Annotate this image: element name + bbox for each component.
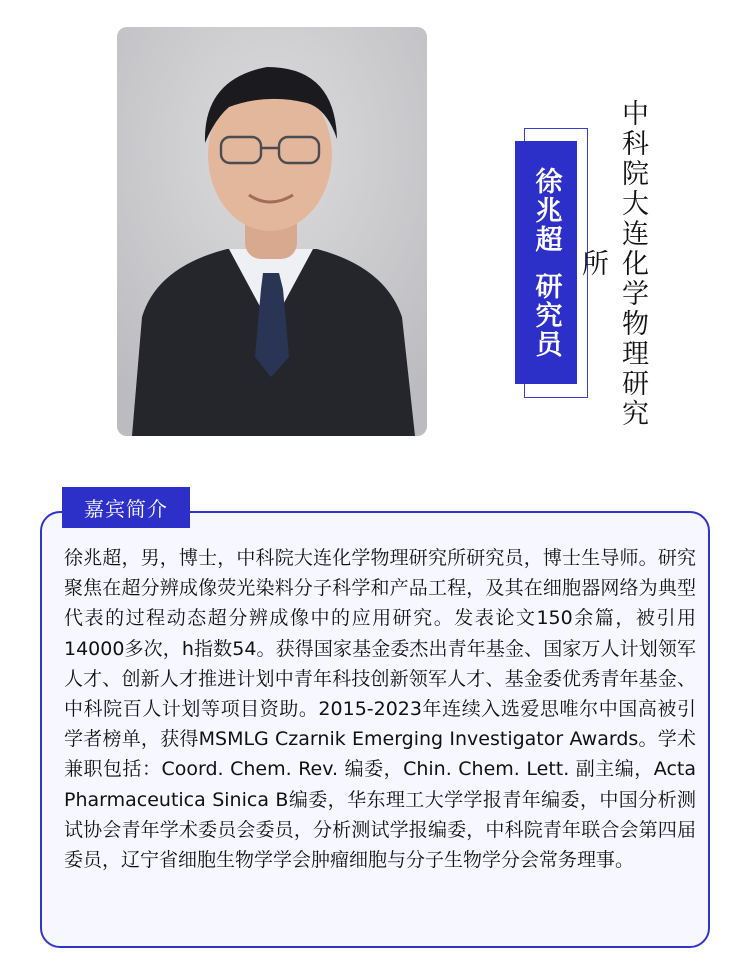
speaker-portrait-image (117, 27, 427, 436)
bio-text: 徐兆超，男，博士，中科院大连化学物理研究所研究员，博士生导师。研究聚焦在超分辨成像荧光染料分子科学和产品工程，及其在细胞器网络为典型代表的过程动态超分辨成像中的应用研究。发表论文150余篇，被引用14000多次，h指数54。获得国家基金委杰出青年基金、国家万人计划领军人才、创新人才推进计划中青年科技创新领军人才、基金委优秀青年基金、中科院百人计划等项目资助。2015-2023年连续入选爱思唯尔中国高被引学者榜单，获得MSMLG Czarnik Emerging Investigator Awards。学术兼职包括：Coord. Chem. Rev. 编委，Chin. Chem. Lett. 副主编，Acta Pharmaceutica Sinica B编委，华东理工大学学报青年编委，中国分析测试协会青年学术委员会委员，分析测试学报编委，中科院青年联合会第四届委员，辽宁省细胞生物学学会肿瘤细胞与分子生物学分会常务理事。 (64, 547, 696, 872)
speaker-name: 徐兆超 (530, 166, 562, 254)
speaker-photo (117, 27, 427, 436)
name-card (515, 141, 577, 384)
speaker-title: 研究员 (530, 271, 562, 359)
name-title-label (530, 166, 562, 359)
intro-heading: 嘉宾简介 (62, 487, 190, 528)
institute-name: 中科院大连化学物理研究所 (577, 99, 648, 429)
